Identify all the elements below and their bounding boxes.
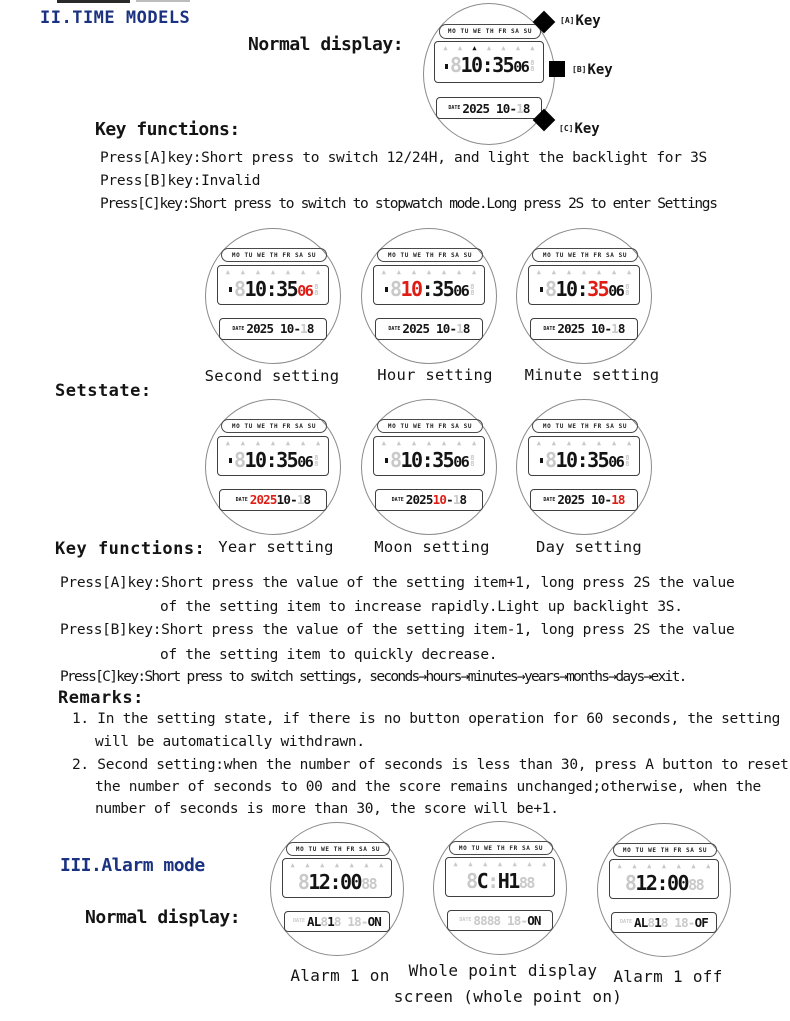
ghost-digit: 8 — [625, 288, 629, 297]
date-digits: 1 — [611, 321, 618, 337]
weekday-display: MO TU WE TH FR SA SU — [377, 419, 482, 433]
date-label: DATE — [543, 325, 556, 332]
watch-alarm-1-off — [597, 823, 731, 957]
day-marker-icon: ▲ — [300, 267, 306, 276]
date-label: DATE — [292, 918, 305, 925]
weekday-display: MO TU WE TH FR SA SU — [613, 843, 717, 857]
pm-indicator-icon — [540, 287, 543, 292]
day-marker-icon: ▲ — [290, 860, 295, 869]
day-marker-row — [286, 861, 389, 869]
day-marker-icon: ▲ — [456, 267, 462, 276]
day-marker-icon: ▲ — [457, 44, 463, 53]
day-marker-icon: ▲ — [536, 267, 541, 276]
day-marker-icon: ▲ — [530, 44, 535, 53]
day-marker-icon: ▲ — [441, 438, 447, 447]
day-marker-icon: ▲ — [285, 267, 291, 276]
date-lcd-panel — [436, 97, 541, 119]
key-functions-heading-1: Key functions: — [95, 119, 240, 140]
watch-caption: Moon setting — [374, 538, 490, 556]
time-digits: 06 — [608, 281, 624, 300]
day-marker-icon: ▲ — [349, 860, 354, 869]
watch-caption: Second setting — [204, 367, 340, 385]
date-digits: 8 — [617, 321, 625, 337]
day-marker-row — [438, 44, 539, 52]
time-digits: 06 — [297, 281, 313, 300]
time-display — [377, 447, 482, 475]
time-digits: 8 — [544, 447, 556, 472]
key-c-label — [559, 121, 600, 137]
date-lcd-panel — [530, 318, 639, 339]
key-b-marker-icon — [549, 61, 565, 77]
day-marker-icon: ▲ — [542, 859, 547, 868]
day-marker-icon: ▲ — [381, 267, 386, 276]
date-lcd-panel — [219, 489, 328, 510]
date-digits: 2025 10- — [462, 100, 517, 116]
key-line: of the setting item to quickly decrease. — [160, 647, 498, 663]
date-digits: 8 — [306, 321, 314, 337]
day-marker-icon: ▲ — [240, 267, 245, 276]
date-lcd-panel — [219, 318, 328, 339]
watch-caption: Day setting — [536, 538, 642, 556]
date-lcd-panel — [375, 318, 484, 339]
day-marker-icon: ▲ — [472, 44, 477, 53]
time-digits: 10:35 — [400, 447, 454, 472]
key-line: Press[A]key:Short press to switch 12/24H, and light the backlight for 3S — [100, 150, 707, 166]
date-digits: 1 — [327, 913, 334, 929]
date-digits: 2025 — [405, 492, 433, 508]
ghost-digit: 8 — [470, 453, 474, 462]
day-marker-icon: ▲ — [316, 267, 321, 276]
time-digits: 06 — [513, 58, 529, 77]
key-a-label — [560, 13, 601, 29]
day-marker-icon: ▲ — [515, 44, 521, 53]
date-label: DATE — [448, 105, 461, 112]
time-digits: 10 — [400, 276, 422, 301]
ghost-digit: 8 — [470, 282, 474, 291]
date-digits: 8 18- — [660, 914, 695, 930]
day-marker-icon: ▲ — [270, 267, 276, 276]
day-marker-icon: ▲ — [334, 860, 340, 869]
time-digits: 10:35 — [244, 276, 298, 301]
pm-indicator-icon — [445, 64, 448, 69]
day-marker-icon: ▲ — [536, 438, 541, 447]
time-digits: 8 — [297, 869, 309, 894]
normal-display-label: Normal display: — [248, 34, 404, 55]
day-marker-icon: ▲ — [627, 267, 632, 276]
day-marker-icon: ▲ — [225, 438, 230, 447]
ghost-segments — [625, 284, 628, 296]
date-label: DATE — [459, 917, 472, 924]
watch-year-setting — [205, 399, 341, 535]
ghost-digit: 8 — [314, 459, 318, 468]
date-digits: 2025 10- — [557, 321, 612, 337]
date-digits: 8888 18- — [473, 912, 528, 928]
ghost-digit: 8 — [470, 459, 474, 468]
day-marker-icon: ▲ — [396, 267, 401, 276]
time-display — [449, 868, 552, 896]
ghost-segments — [625, 455, 628, 467]
date-digits: 1 — [516, 100, 523, 116]
date-digits: 8 — [303, 492, 311, 508]
day-marker-icon: ▲ — [426, 438, 432, 447]
time-display — [221, 276, 326, 304]
day-marker-icon: ▲ — [396, 438, 401, 447]
day-marker-icon: ▲ — [486, 44, 492, 53]
time-display — [221, 447, 326, 475]
day-marker-row — [221, 439, 326, 447]
ghost-digit: 8 — [625, 453, 629, 462]
day-marker-icon: ▲ — [581, 438, 587, 447]
key-a-bracket: [A] — [560, 16, 575, 25]
day-marker-row — [377, 268, 482, 276]
watch-moon-setting — [361, 399, 497, 535]
date-lcd-panel — [611, 912, 718, 933]
key-c-bracket: [C] — [559, 124, 574, 133]
day-marker-icon: ▲ — [468, 859, 473, 868]
main-lcd-panel — [373, 265, 486, 305]
time-digits: 8 — [449, 53, 461, 78]
date-digits: 8 — [647, 914, 655, 930]
day-marker-row — [221, 268, 326, 276]
main-lcd-panel — [373, 436, 486, 476]
main-lcd-panel — [217, 265, 330, 305]
key-b-label — [572, 62, 613, 78]
key-line: Press[C]key:Short press to switch to stopwatch mode.Long press 2S to enter Settings — [100, 196, 717, 212]
main-lcd-panel — [217, 436, 330, 476]
scan-artifact — [57, 0, 130, 3]
day-marker-icon: ▲ — [443, 44, 448, 53]
ghost-digit: 8 — [625, 459, 629, 468]
main-lcd-panel — [609, 859, 720, 899]
day-marker-icon: ▲ — [581, 267, 587, 276]
main-lcd-panel — [434, 41, 543, 83]
day-marker-icon: ▲ — [551, 267, 556, 276]
day-marker-icon: ▲ — [316, 438, 321, 447]
ghost-digit: 8 — [530, 65, 533, 74]
day-marker-icon: ▲ — [225, 267, 230, 276]
key-line: Press[B]key:Short press the value of the setting item-1, long press 2S the value — [60, 622, 735, 638]
time-display — [613, 870, 716, 898]
pm-indicator-icon — [229, 287, 232, 292]
date-digits: 18 — [611, 492, 625, 508]
day-marker-icon: ▲ — [453, 859, 458, 868]
pm-indicator-icon — [385, 287, 388, 292]
main-lcd-panel — [528, 265, 641, 305]
watch-second-setting — [205, 228, 341, 364]
remark-line: 1. In the setting state, if there is no button operation for 60 seconds, the setting — [72, 711, 781, 727]
time-digits: 35 — [587, 276, 609, 301]
date-label: DATE — [391, 496, 404, 503]
ghost-segments — [314, 455, 317, 467]
key-a-word: Key — [575, 13, 601, 29]
day-marker-icon: ▲ — [632, 861, 637, 870]
key-line: Press[A]key:Short press the value of the setting item+1, long press 2S the value — [60, 575, 735, 591]
ghost-segments — [314, 284, 317, 296]
date-digits: ON — [527, 912, 541, 928]
time-digits: C — [476, 868, 488, 893]
time-digits: 06 — [297, 452, 313, 471]
date-digits: ON — [367, 913, 382, 929]
day-marker-icon: ▲ — [501, 44, 506, 53]
time-digits: 10:35 — [555, 447, 609, 472]
alarm-normal-display-label: Normal display: — [85, 907, 241, 928]
day-marker-icon: ▲ — [706, 861, 711, 870]
time-digits: 8 — [233, 276, 245, 301]
date-label: DATE — [232, 325, 245, 332]
day-marker-icon: ▲ — [566, 438, 572, 447]
setstate-label: Setstate: — [55, 381, 152, 401]
day-marker-row — [532, 439, 637, 447]
day-marker-icon: ▲ — [497, 859, 503, 868]
ghost-segments — [530, 60, 533, 72]
watch-caption: screen (whole point on) — [393, 987, 623, 1006]
watch-day-setting — [516, 399, 652, 535]
ghost-segments — [470, 284, 473, 296]
day-marker-icon: ▲ — [426, 267, 432, 276]
remark-line: the number of seconds to 00 and the score remains unchanged;otherwise, when the — [95, 779, 761, 795]
weekday-display: MO TU WE TH FR SA SU — [532, 248, 637, 262]
date-lcd-panel — [530, 489, 639, 510]
day-marker-icon: ▲ — [411, 438, 417, 447]
weekday-display: MO TU WE TH FR SA SU — [286, 842, 390, 856]
time-digits: H1 — [497, 868, 519, 893]
day-marker-icon: ▲ — [676, 861, 681, 870]
day-marker-icon: ▲ — [617, 861, 622, 870]
time-digits: 8 — [233, 447, 245, 472]
date-digits: 1 — [654, 914, 661, 930]
time-digits: 10: — [555, 276, 588, 301]
remarks-heading: Remarks: — [58, 688, 144, 708]
weekday-display: MO TU WE TH FR SA SU — [439, 24, 541, 39]
date-digits: 1 — [452, 492, 460, 508]
day-marker-icon: ▲ — [240, 438, 245, 447]
date-digits: 2025 — [249, 492, 277, 508]
day-marker-icon: ▲ — [691, 861, 696, 870]
time-digits: 06 — [453, 281, 469, 300]
day-marker-icon: ▲ — [512, 859, 517, 868]
key-c-word: Key — [574, 121, 600, 137]
date-digits: 10 — [432, 492, 447, 508]
date-digits: 8 18- — [333, 913, 368, 929]
date-lcd-panel — [447, 910, 554, 931]
remark-line: will be automatically withdrawn. — [95, 734, 365, 750]
day-marker-icon: ▲ — [472, 438, 477, 447]
key-b-word: Key — [587, 62, 613, 78]
day-marker-icon: ▲ — [411, 267, 417, 276]
day-marker-icon: ▲ — [483, 859, 488, 868]
date-digits: 8 — [462, 321, 470, 337]
time-digits: 8 — [466, 868, 477, 893]
date-digits: 8 — [459, 492, 467, 508]
date-digits: 2025 10- — [557, 492, 612, 508]
weekday-display: MO TU WE TH FR SA SU — [532, 419, 637, 433]
time-digits: 88 — [361, 874, 377, 893]
key-line: Press[B]key:Invalid — [100, 173, 261, 189]
watch-whole-point — [433, 821, 567, 955]
time-digits: 10:35 — [460, 53, 514, 78]
key-line: Press[C]key:Short press to switch settings, seconds→hours→minutes→years→months→days→exit. — [60, 669, 686, 685]
date-digits: - — [446, 492, 453, 508]
day-marker-row — [377, 439, 482, 447]
watch-caption: Minute setting — [524, 366, 660, 384]
day-marker-icon: ▲ — [647, 861, 652, 870]
date-digits: 8 — [522, 100, 530, 116]
remark-line: number of seconds is more than 30, the score will be+1. — [95, 801, 559, 817]
time-digits: : — [487, 868, 498, 893]
day-marker-icon: ▲ — [320, 860, 325, 869]
time-digits: 88 — [518, 873, 534, 892]
time-digits: 8 — [389, 276, 401, 301]
day-marker-icon: ▲ — [300, 438, 306, 447]
date-digits: 2025 10- — [402, 321, 457, 337]
watch-caption: Whole point display — [408, 961, 598, 980]
day-marker-icon: ▲ — [441, 267, 447, 276]
ghost-digit: 8 — [314, 453, 318, 462]
time-digits: 12:00 — [308, 869, 362, 894]
time-digits: 06 — [608, 452, 624, 471]
section-title-time-models: II.TIME MODELS — [40, 8, 191, 28]
remark-line: 2. Second setting:when the number of seconds is less than 30, press A button to reset — [72, 757, 789, 773]
date-digits: 1 — [300, 321, 307, 337]
date-digits: OF — [694, 914, 709, 930]
day-marker-icon: ▲ — [285, 438, 291, 447]
date-label: DATE — [543, 496, 556, 503]
time-display — [286, 869, 389, 897]
time-digits: 88 — [688, 875, 704, 894]
time-digits: :35 — [421, 276, 454, 301]
date-digits: 1 — [456, 321, 463, 337]
time-display — [532, 447, 637, 475]
ghost-digit: 8 — [530, 59, 533, 68]
watch-caption: Year setting — [218, 538, 334, 556]
watch-caption: Alarm 1 on — [290, 966, 390, 985]
day-marker-icon: ▲ — [255, 267, 261, 276]
day-marker-icon: ▲ — [611, 438, 617, 447]
date-digits: AL — [634, 914, 648, 930]
date-digits: 1 — [296, 492, 304, 508]
weekday-display: MO TU WE TH FR SA SU — [449, 841, 553, 855]
watch-alarm-1-on — [270, 822, 404, 956]
date-digits: 2025 10- — [246, 321, 301, 337]
day-marker-icon: ▲ — [527, 859, 532, 868]
time-digits: 10:35 — [244, 447, 298, 472]
day-marker-icon: ▲ — [270, 438, 276, 447]
ghost-digit: 8 — [314, 288, 318, 297]
day-marker-icon: ▲ — [381, 438, 386, 447]
date-lcd-panel — [375, 489, 484, 510]
day-marker-icon: ▲ — [456, 438, 462, 447]
ghost-digit: 8 — [314, 282, 318, 291]
date-digits: AL — [307, 913, 321, 929]
key-functions-heading-2: Key functions: — [55, 539, 206, 559]
time-digits: 06 — [453, 452, 469, 471]
date-digits: 10- — [276, 492, 297, 508]
watch-caption: Hour setting — [377, 366, 493, 384]
section-title-alarm-mode: III.Alarm mode — [60, 855, 205, 876]
pm-indicator-icon — [229, 458, 232, 463]
day-marker-icon: ▲ — [551, 438, 556, 447]
time-digits: 12:00 — [635, 870, 689, 895]
weekday-display: MO TU WE TH FR SA SU — [221, 419, 326, 433]
watch-caption: Alarm 1 off — [613, 967, 723, 986]
day-marker-icon: ▲ — [661, 861, 667, 870]
date-label: DATE — [235, 496, 248, 503]
main-lcd-panel — [445, 857, 556, 897]
time-display — [438, 52, 539, 80]
key-b-bracket: [B] — [572, 65, 587, 74]
time-display — [377, 276, 482, 304]
day-marker-row — [613, 862, 716, 870]
day-marker-icon: ▲ — [255, 438, 261, 447]
time-digits: 8 — [389, 447, 401, 472]
date-digits: 8 — [320, 913, 328, 929]
ghost-segments — [470, 455, 473, 467]
day-marker-row — [449, 860, 552, 868]
day-marker-icon: ▲ — [472, 267, 477, 276]
key-line: of the setting item to increase rapidly.Light up backlight 3S. — [160, 599, 683, 615]
day-marker-row — [532, 268, 637, 276]
pm-indicator-icon — [385, 458, 388, 463]
day-marker-icon: ▲ — [566, 267, 572, 276]
date-label: DATE — [388, 325, 401, 332]
main-lcd-panel — [528, 436, 641, 476]
day-marker-icon: ▲ — [627, 438, 632, 447]
day-marker-icon: ▲ — [596, 267, 602, 276]
date-label: DATE — [619, 919, 632, 926]
day-marker-icon: ▲ — [305, 860, 310, 869]
weekday-display: MO TU WE TH FR SA SU — [221, 248, 326, 262]
watch-hour-setting — [361, 228, 497, 364]
main-lcd-panel — [282, 858, 393, 898]
ghost-digit: 8 — [625, 282, 629, 291]
day-marker-icon: ▲ — [611, 267, 617, 276]
pm-indicator-icon — [540, 458, 543, 463]
day-marker-icon: ▲ — [364, 860, 369, 869]
day-marker-icon: ▲ — [596, 438, 602, 447]
weekday-display: MO TU WE TH FR SA SU — [377, 248, 482, 262]
time-display — [532, 276, 637, 304]
time-digits: 8 — [624, 870, 636, 895]
date-lcd-panel — [284, 911, 391, 932]
scan-artifact — [136, 0, 190, 2]
ghost-digit: 8 — [470, 288, 474, 297]
day-marker-icon: ▲ — [379, 860, 384, 869]
watch-minute-setting — [516, 228, 652, 364]
time-digits: 8 — [544, 276, 556, 301]
